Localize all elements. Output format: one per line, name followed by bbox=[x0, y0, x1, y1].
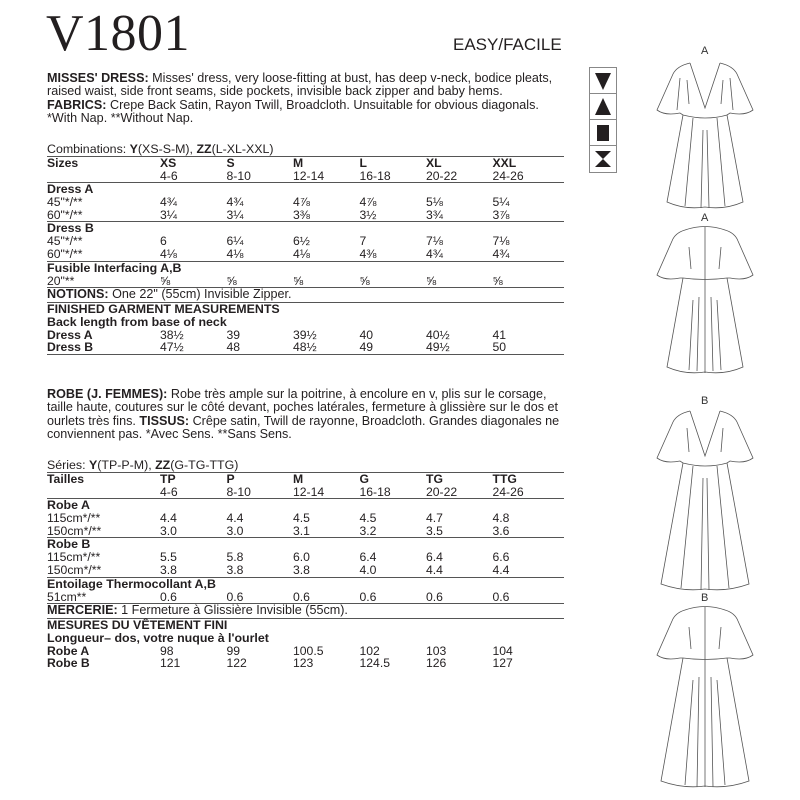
yardage-row bbox=[47, 248, 564, 261]
size-code: XXL bbox=[492, 156, 517, 170]
row-label: 60"*/** bbox=[47, 246, 83, 261]
english-yardage-table bbox=[47, 143, 564, 355]
row-label: Dress B bbox=[47, 340, 94, 355]
hourglass-icon bbox=[590, 146, 616, 172]
size-range: 20-22 bbox=[426, 168, 458, 183]
cell-value: 4¾ bbox=[160, 195, 177, 210]
combo-y: Y bbox=[129, 142, 138, 156]
combo-zz: ZZ bbox=[196, 142, 212, 156]
size-header-row bbox=[47, 157, 564, 170]
cell-value: 121 bbox=[160, 656, 181, 671]
cell-value: 3.8 bbox=[293, 562, 310, 577]
cell-value: 99 bbox=[226, 643, 241, 658]
cell-value: 4⅞ bbox=[359, 195, 377, 210]
size-range: 12-14 bbox=[293, 168, 325, 183]
size-code: G bbox=[359, 472, 369, 486]
size-code: L bbox=[359, 156, 367, 170]
view-a-front-label: A bbox=[701, 45, 709, 57]
cell-value: 5.8 bbox=[226, 550, 244, 565]
tailles-table bbox=[47, 473, 564, 670]
cell-value: 0.6 bbox=[226, 589, 244, 604]
combinations-line bbox=[47, 143, 564, 156]
yardage-row bbox=[47, 564, 564, 577]
cell-value: 6.0 bbox=[293, 550, 310, 565]
cell-value: 5¼ bbox=[492, 195, 510, 210]
cell-value: 4⅛ bbox=[226, 246, 244, 261]
yardage-row bbox=[47, 196, 564, 209]
cell-value: 49 bbox=[359, 340, 374, 355]
cell-value: 4.5 bbox=[293, 511, 310, 526]
spacer bbox=[47, 486, 160, 499]
cell-value: 0.6 bbox=[160, 589, 177, 604]
cell-value: 4⅜ bbox=[359, 246, 377, 261]
cell-value: 50 bbox=[492, 340, 507, 355]
notions-label: MERCERIE: bbox=[47, 603, 118, 618]
size-range-row bbox=[47, 170, 564, 183]
cell-value: 122 bbox=[226, 656, 247, 671]
size-range: 8-10 bbox=[226, 484, 251, 499]
cell-value: 3¾ bbox=[426, 207, 443, 222]
cell-value: 3.2 bbox=[359, 523, 377, 538]
cell-value: 126 bbox=[426, 656, 447, 671]
view-b-back-label: B bbox=[701, 592, 709, 604]
cell-value: 4.4 bbox=[226, 511, 244, 526]
description-text: Misses' dress, very loose-fitting at bust, has deep v-neck, bodice pleats, raised waist, side front seams, side pockets, invisible back zipper and baby hems. bbox=[47, 71, 553, 99]
cell-value: 4¾ bbox=[492, 246, 510, 261]
cell-value: 3.8 bbox=[226, 562, 244, 577]
notions-text: One 22" (55cm) Invisible Zipper. bbox=[108, 287, 292, 302]
yardage-row bbox=[47, 525, 564, 538]
fabrics-label: FABRICS: bbox=[47, 97, 107, 112]
cell-value: 7 bbox=[359, 234, 367, 249]
english-description bbox=[47, 72, 564, 126]
view-label: Entoilage Thermocollant A,B bbox=[47, 576, 216, 591]
cell-value: ⅝ bbox=[426, 273, 437, 288]
cell-value: 4.4 bbox=[160, 511, 177, 526]
row-label: Robe B bbox=[47, 656, 90, 671]
row-label: Dress A bbox=[47, 327, 93, 342]
series-label: Séries: bbox=[47, 458, 90, 472]
view-a-back-label: A bbox=[701, 212, 709, 224]
series-zz-sizes: (G-TG-TTG) bbox=[170, 458, 239, 472]
pattern-number: V1801 bbox=[46, 5, 191, 62]
cell-value: 39 bbox=[226, 327, 241, 342]
cell-value: 102 bbox=[359, 643, 380, 658]
size-range: 24-26 bbox=[492, 484, 524, 499]
size-range: 16-18 bbox=[359, 484, 391, 499]
notions-line bbox=[47, 288, 564, 301]
size-range-row bbox=[47, 486, 564, 499]
cell-value: 3¼ bbox=[160, 207, 177, 222]
yardage-row bbox=[47, 512, 564, 525]
cell-value: 4.5 bbox=[359, 511, 377, 526]
description-lead: MISSES' DRESS: bbox=[47, 71, 149, 85]
cell-value: 124.5 bbox=[359, 656, 390, 671]
layout-symbols-legend bbox=[589, 67, 617, 173]
size-code: M bbox=[293, 156, 304, 170]
yardage-row bbox=[47, 275, 564, 288]
size-code: S bbox=[226, 156, 235, 170]
size-code: TP bbox=[160, 472, 176, 486]
size-range: 8-10 bbox=[226, 168, 251, 183]
description-paragraph bbox=[47, 72, 564, 126]
yardage-row bbox=[47, 209, 564, 222]
notions-text: 1 Fermeture à Glissière Invisible (55cm). bbox=[117, 603, 348, 618]
cell-value: ⅝ bbox=[226, 273, 237, 288]
cell-value: 4.4 bbox=[426, 562, 443, 577]
size-range: 24-26 bbox=[492, 168, 524, 183]
description-text-fr: Robe très ample sur la poitrine, à encolure en v, plis sur le corsage, taille haute, coutures sur le côté devant, poches latérales, fermeture à glissière sur le dos et ourlets très fins. bbox=[47, 387, 559, 428]
size-range: 4-6 bbox=[160, 168, 178, 183]
cell-value: 6.4 bbox=[359, 550, 377, 565]
view-label: Dress B bbox=[47, 221, 94, 236]
fabrics-label-fr: TISSUS: bbox=[139, 413, 190, 428]
cell-value: 3.6 bbox=[492, 523, 510, 538]
cell-value: 41 bbox=[492, 327, 507, 342]
cell-value: 0.6 bbox=[359, 589, 377, 604]
series-zz: ZZ bbox=[155, 458, 171, 472]
cell-value: 6 bbox=[160, 234, 167, 249]
size-code: XS bbox=[160, 156, 177, 170]
view-b-front-label: B bbox=[701, 395, 709, 407]
row-label: 150cm*/** bbox=[47, 562, 102, 577]
row-label: 45"*/** bbox=[47, 234, 83, 249]
size-range: 12-14 bbox=[293, 484, 325, 499]
notions-line bbox=[47, 604, 564, 617]
cell-value: 3½ bbox=[359, 207, 377, 222]
cell-value: 3⅞ bbox=[492, 207, 510, 222]
cell-value: 47½ bbox=[160, 340, 184, 355]
measurement-row bbox=[47, 657, 564, 670]
cell-value: 3.1 bbox=[293, 523, 310, 538]
size-code: M bbox=[293, 472, 304, 486]
cell-value: 39½ bbox=[293, 327, 317, 342]
cell-value: 4¾ bbox=[426, 246, 443, 261]
cell-value: 4¾ bbox=[226, 195, 244, 210]
cell-value: 7⅛ bbox=[426, 234, 443, 249]
french-yardage-table bbox=[47, 459, 564, 670]
cell-value: 6½ bbox=[293, 234, 310, 249]
sizes-table bbox=[47, 157, 564, 355]
cell-value: 5.5 bbox=[160, 550, 177, 565]
dress-b-back-illustration bbox=[655, 605, 755, 790]
fabrics-text-fr: Crêpe satin, Twill de rayonne, Broadcloth. Grandes diagonales ne conviennent pas. *Avec Sens. **Sans Sens. bbox=[47, 413, 560, 442]
series-y-sizes: (TP-P-M), bbox=[97, 458, 156, 472]
series-line bbox=[47, 459, 564, 472]
cell-value: 48½ bbox=[293, 340, 317, 355]
cell-value: 4.0 bbox=[359, 562, 377, 577]
dress-a-back-illustration bbox=[655, 225, 755, 375]
cell-value: 100.5 bbox=[293, 643, 324, 658]
cell-value: 49½ bbox=[426, 340, 450, 355]
row-label: 150cm*/** bbox=[47, 523, 102, 538]
cell-value: 4⅛ bbox=[160, 246, 177, 261]
cell-value: 3¼ bbox=[226, 207, 244, 222]
yardage-row bbox=[47, 591, 564, 604]
cell-value: 4⅞ bbox=[293, 195, 310, 210]
combo-zz-sizes: (L-XL-XXL) bbox=[211, 142, 274, 156]
triangle-up-icon bbox=[590, 94, 616, 120]
cell-value: ⅝ bbox=[293, 273, 304, 288]
view-label: Robe B bbox=[47, 537, 91, 552]
size-header-row bbox=[47, 473, 564, 486]
spacer bbox=[47, 170, 160, 183]
cell-value: 3.8 bbox=[160, 562, 177, 577]
cell-value: 6.4 bbox=[426, 550, 443, 565]
series-y: Y bbox=[89, 458, 98, 472]
cell-value: 4.8 bbox=[492, 511, 510, 526]
cell-value: 4⅛ bbox=[293, 246, 310, 261]
cell-value: 38½ bbox=[160, 327, 184, 342]
size-range: 16-18 bbox=[359, 168, 391, 183]
size-range: 4-6 bbox=[160, 484, 178, 499]
description-lead-fr: ROBE (J. FEMMES): bbox=[47, 387, 168, 401]
cell-value: 0.6 bbox=[492, 589, 510, 604]
size-code: TG bbox=[426, 472, 443, 486]
row-label: 45"*/** bbox=[47, 195, 83, 210]
cell-value: 40 bbox=[359, 327, 374, 342]
view-label: Dress A bbox=[47, 182, 94, 197]
finished-measurements-subtitle: Longueur– dos, votre nuque à l'ourlet bbox=[47, 630, 269, 645]
view-label: Robe A bbox=[47, 498, 90, 513]
notions-label: NOTIONS: bbox=[47, 287, 109, 302]
cell-value: ⅝ bbox=[359, 273, 370, 288]
square-icon bbox=[590, 120, 616, 146]
cell-value: 5⅛ bbox=[426, 195, 443, 210]
row-label: 115cm*/** bbox=[47, 550, 101, 565]
cell-value: 103 bbox=[426, 643, 447, 658]
row-label: Robe A bbox=[47, 643, 90, 658]
cell-value: 7⅛ bbox=[492, 234, 510, 249]
cell-value: 48 bbox=[226, 340, 241, 355]
dress-b-front-illustration bbox=[655, 408, 755, 593]
cell-value: 4.4 bbox=[492, 562, 510, 577]
cell-value: 3.0 bbox=[160, 523, 177, 538]
row-label: 51cm** bbox=[47, 589, 87, 604]
size-range: 20-22 bbox=[426, 484, 458, 499]
cell-value: 40½ bbox=[426, 327, 450, 342]
cell-value: 3⅜ bbox=[293, 207, 310, 222]
cell-value: 4.7 bbox=[426, 511, 443, 526]
cell-value: 123 bbox=[293, 656, 314, 671]
finished-measurements-title: MESURES DU VÊTEMENT FINI bbox=[47, 617, 228, 632]
description-paragraph-fr bbox=[47, 388, 564, 442]
sizes-label: Tailles bbox=[47, 472, 85, 486]
row-label: 115cm*/** bbox=[47, 511, 101, 526]
dress-a-front-illustration bbox=[655, 60, 755, 220]
cell-value: ⅝ bbox=[492, 273, 503, 288]
triangle-down-icon bbox=[590, 68, 616, 94]
fabrics-text: Crepe Back Satin, Rayon Twill, Broadcloth. Unsuitable for obvious diagonals. *With Nap. **Without Nap. bbox=[47, 97, 539, 126]
cell-value: ⅝ bbox=[160, 273, 171, 288]
finished-measurements-subtitle: Back length from base of neck bbox=[47, 314, 227, 329]
cell-value: 3.0 bbox=[226, 523, 244, 538]
view-label: Fusible Interfacing A,B bbox=[47, 260, 182, 275]
row-label: 20"** bbox=[47, 273, 75, 288]
size-code: XL bbox=[426, 156, 442, 170]
difficulty-label: EASY/FACILE bbox=[453, 35, 562, 54]
size-code: P bbox=[226, 472, 235, 486]
measurement-row bbox=[47, 341, 564, 354]
french-description bbox=[47, 388, 564, 442]
cell-value: 104 bbox=[492, 643, 513, 658]
size-code: TTG bbox=[492, 472, 517, 486]
combo-y-sizes: (XS-S-M), bbox=[137, 142, 197, 156]
row-label: 60"*/** bbox=[47, 207, 83, 222]
finished-measurements-title: FINISHED GARMENT MEASUREMENTS bbox=[47, 301, 280, 316]
cell-value: 0.6 bbox=[293, 589, 310, 604]
combinations-label: Combinations: bbox=[47, 142, 130, 156]
cell-value: 127 bbox=[492, 656, 513, 671]
sizes-label: Sizes bbox=[47, 156, 79, 170]
cell-value: 3.5 bbox=[426, 523, 443, 538]
cell-value: 0.6 bbox=[426, 589, 443, 604]
cell-value: 98 bbox=[160, 643, 174, 658]
cell-value: 6.6 bbox=[492, 550, 510, 565]
cell-value: 6¼ bbox=[226, 234, 244, 249]
